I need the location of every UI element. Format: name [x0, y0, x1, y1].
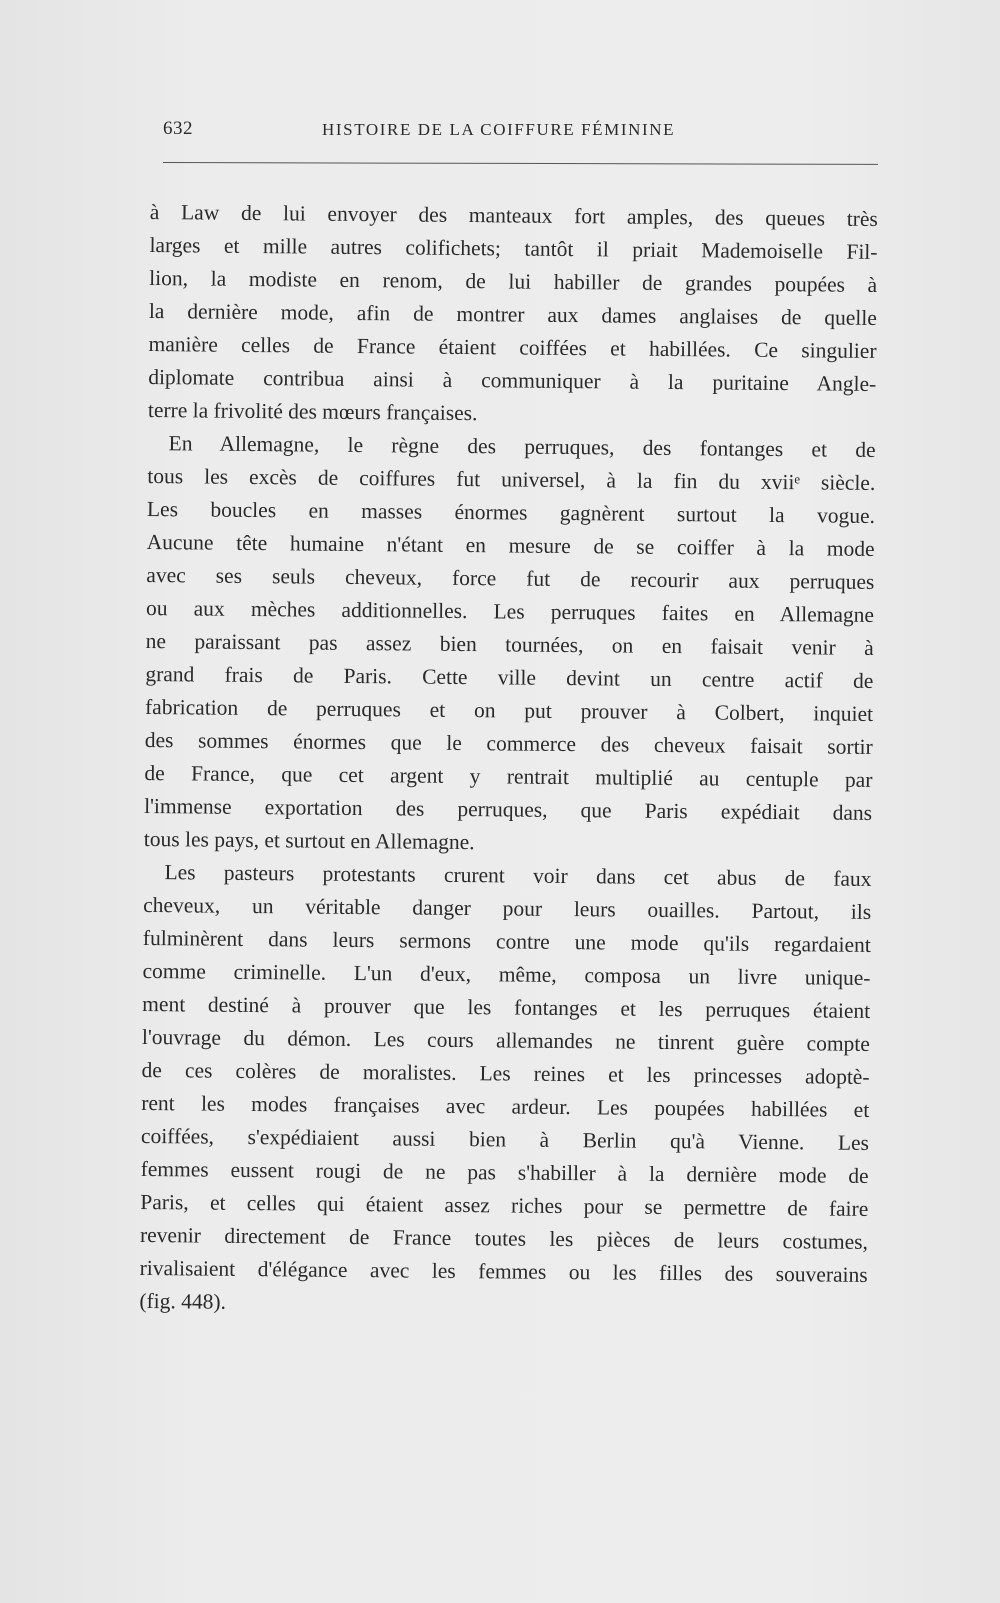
text-line: En Allemagne, le règne des perruques, des fontanges et de [168, 431, 876, 462]
text-line: rivalisaient d'élégance avec les femmes ou les filles des souverains [139, 1255, 868, 1287]
text-line: Aucune tête humaine n'étant en mesure de se coiffer à la mode [146, 529, 875, 561]
text-line: avec ses seuls cheveux, force fut de recourir aux perruques [146, 562, 875, 594]
text-line: grand frais de Paris. Cette ville devint un centre actif de [145, 661, 874, 693]
text-line: à Law de lui envoyer des manteaux fort amples, des queues très [149, 199, 878, 231]
text-line: de ces colères de moralistes. Les reines et les princesses adoptè- [141, 1057, 870, 1089]
text-line: de France, que cet argent y rentrait multiplié au centuple par [144, 760, 873, 792]
text-line: l'ouvrage du démon. Les cours allemandes ne tinrent guère compte [141, 1024, 871, 1056]
text-line: ou aux mèches additionnelles. Les perruques faites en Allemagne [145, 595, 875, 627]
text-line: fabrication de perruques et on put prouver à Colbert, inquiet [144, 694, 874, 726]
text-line: Paris, et celles qui étaient assez riches pour se permettre de faire [140, 1189, 869, 1221]
text-line: (fig. 448). [139, 1288, 227, 1314]
text-line: manière celles de France étaient coiffées et habillées. Ce singulier [148, 331, 877, 363]
body-text [139, 196, 878, 1325]
text-line: ment destiné à prouver que les fontanges et les perruques étaient [142, 991, 871, 1023]
text-line: cheveux, un véritable danger pour leurs ouailles. Partout, ils [143, 892, 872, 924]
running-title: HISTOIRE DE LA COIFFURE FÉMININE [322, 120, 676, 139]
text-line: revenir directement de France toutes les pièces de leurs costumes, [139, 1222, 869, 1254]
text-line: la dernière mode, afin de montrer aux dames anglaises de quelle [148, 298, 877, 330]
text-line: comme criminelle. L'un d'eux, même, composa un livre unique- [142, 958, 871, 990]
text-line: coiffées, s'expédiaient aussi bien à Berlin qu'à Vienne. Les [140, 1123, 870, 1155]
text-line: ne paraissant pas assez bien tournées, on en faisait venir à [145, 628, 874, 660]
paragraph-1 [148, 196, 878, 434]
running-head [163, 118, 878, 148]
page-number: 632 [163, 118, 193, 139]
text-line: l'immense exportation des perruques, que Paris expédiait dans [144, 793, 873, 825]
paragraph-2 [144, 427, 876, 863]
text-line: fulminèrent dans leurs sermons contre une mode qu'ils regardaient [142, 925, 871, 957]
text-line: des sommes énormes que le commerce des cheveux faisait sortir [144, 727, 873, 759]
text-line: femmes eussent rougi de ne pas s'habiller à la dernière mode de [140, 1156, 869, 1188]
text-line: terre la frivolité des mœurs françaises. [147, 397, 478, 426]
text-line: larges et mille autres colifichets; tantôt il priait Mademoiselle Fil- [149, 232, 878, 264]
text-line: lion, la modiste en renom, de lui habiller de grandes poupées à [149, 265, 878, 297]
text-line: Les pasteurs protestants crurent voir dans cet abus de faux [164, 860, 872, 891]
text-line: tous les pays, et surtout en Allemagne. [143, 826, 475, 855]
header-rule [163, 162, 878, 165]
text-line: diplomate contribua ainsi à communiquer à la puritaine Angle- [148, 364, 877, 396]
text-line: Les boucles en masses énormes gagnèrent surtout la vogue. [146, 496, 876, 528]
text-line: rent les modes françaises avec ardeur. Les poupées habillées et [141, 1090, 870, 1122]
paragraph-3 [139, 856, 871, 1325]
text-line: tous les excès de coiffures fut universel, à la fin du xviiᵉ siècle. [147, 463, 876, 495]
